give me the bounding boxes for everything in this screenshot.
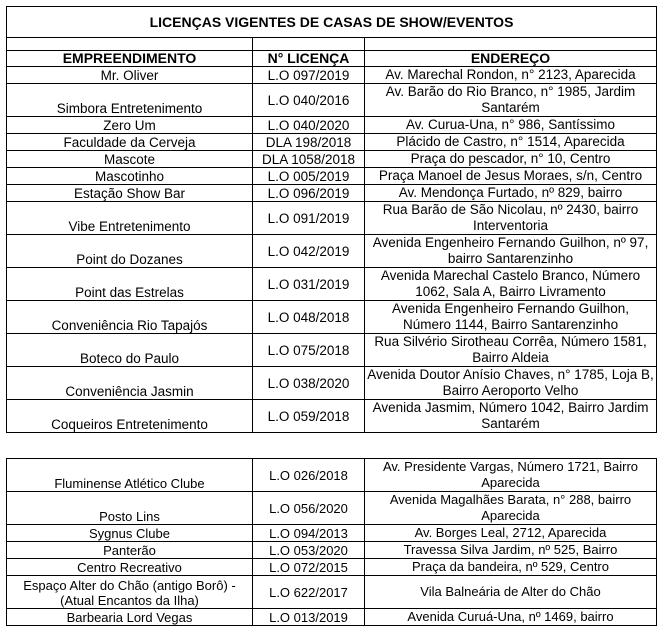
address-cell: Avenida Curuá-Una, nº 1469, bairro bbox=[365, 609, 657, 626]
blank-cell bbox=[7, 38, 253, 51]
empreendimento-cell: Centro Recreativo bbox=[7, 559, 253, 576]
license-cell: L.O 091/2019 bbox=[253, 202, 365, 235]
license-cell: L.O 013/2019 bbox=[253, 609, 365, 626]
license-cell: DLA 198/2018 bbox=[253, 134, 365, 151]
blank-cell bbox=[365, 38, 657, 51]
empreendimento-cell: Simbora Entretenimento bbox=[7, 84, 253, 117]
table-row bbox=[7, 67, 657, 84]
empreendimento-cell: Zero Um bbox=[7, 117, 253, 134]
address-cell: Praça do pescador, n° 10, Centro bbox=[365, 151, 657, 168]
empreendimento-cell: Boteco do Paulo bbox=[7, 334, 253, 367]
blank-cell bbox=[253, 38, 365, 51]
address-cell: Avenida Doutor Anísio Chaves, n° 1785, Loja B, Bairro Aeroporto Velho bbox=[365, 367, 657, 400]
empreendimento-cell: Fluminense Atlético Clube bbox=[7, 459, 253, 492]
empreendimento-cell: Mascote bbox=[7, 151, 253, 168]
empreendimento-cell: Panterão bbox=[7, 542, 253, 559]
licenses-table-continued bbox=[6, 458, 657, 626]
address-cell: Praça Manoel de Jesus Moraes, s/n, Centro bbox=[365, 168, 657, 185]
license-cell: L.O 056/2020 bbox=[253, 492, 365, 525]
table-row bbox=[7, 151, 657, 168]
license-cell: L.O 097/2019 bbox=[253, 67, 365, 84]
license-cell: L.O 040/2020 bbox=[253, 117, 365, 134]
table-row bbox=[7, 185, 657, 202]
license-cell: L.O 040/2016 bbox=[253, 84, 365, 117]
table-row bbox=[7, 576, 657, 609]
table-row bbox=[7, 542, 657, 559]
license-cell: L.O 038/2020 bbox=[253, 367, 365, 400]
table-row bbox=[7, 84, 657, 117]
empreendimento-cell: Point do Dozanes bbox=[7, 235, 253, 268]
address-cell: Vila Balneária de Alter do Chão bbox=[365, 576, 657, 609]
table-row bbox=[7, 301, 657, 334]
address-cell: Travessa Silva Jardim, nº 525, Bairro bbox=[365, 542, 657, 559]
table-row bbox=[7, 525, 657, 542]
table-row bbox=[7, 400, 657, 433]
header-licenca: N° LICENÇA bbox=[253, 51, 365, 67]
address-cell: Av. Borges Leal, 2712, Aparecida bbox=[365, 525, 657, 542]
license-cell: L.O 622/2017 bbox=[253, 576, 365, 609]
title-row bbox=[7, 7, 657, 38]
header-row bbox=[7, 51, 657, 67]
table-row bbox=[7, 492, 657, 525]
table-row bbox=[7, 202, 657, 235]
license-cell: DLA 1058/2018 bbox=[253, 151, 365, 168]
license-cell: L.O 059/2018 bbox=[253, 400, 365, 433]
table-row bbox=[7, 609, 657, 626]
table-title: LICENÇAS VIGENTES DE CASAS DE SHOW/EVENTOS bbox=[7, 7, 657, 38]
address-cell: Avenida Magalhães Barata, n° 288, bairro Aparecida bbox=[365, 492, 657, 525]
address-cell: Av. Curua-Una, n° 986, Santíssimo bbox=[365, 117, 657, 134]
licenses-table bbox=[6, 6, 657, 433]
table-row bbox=[7, 334, 657, 367]
address-cell: Praça da bandeira, nº 529, Centro bbox=[365, 559, 657, 576]
address-cell: Av. Barão do Rio Branco, n° 1985, Jardim Santarém bbox=[365, 84, 657, 117]
license-cell: L.O 031/2019 bbox=[253, 268, 365, 301]
address-cell: Avenida Marechal Castelo Branco, Número 1062, Sala A, Bairro Livramento bbox=[365, 268, 657, 301]
address-cell: Av. Marechal Rondon, n° 2123, Aparecida bbox=[365, 67, 657, 84]
license-cell: L.O 042/2019 bbox=[253, 235, 365, 268]
address-cell: Avenida Engenheiro Fernando Guilhon, Número 1144, Bairro Santarenzinho bbox=[365, 301, 657, 334]
empreendimento-cell: Coqueiros Entretenimento bbox=[7, 400, 253, 433]
address-cell: Avenida Engenheiro Fernando Guilhon, nº 97, bairro Santarenzinho bbox=[365, 235, 657, 268]
license-cell: L.O 072/2015 bbox=[253, 559, 365, 576]
empreendimento-cell: Conveniência Rio Tapajós bbox=[7, 301, 253, 334]
license-cell: L.O 094/2013 bbox=[253, 525, 365, 542]
empreendimento-cell: Point das Estrelas bbox=[7, 268, 253, 301]
address-cell: Av. Presidente Vargas, Número 1721, Bairro Aparecida bbox=[365, 459, 657, 492]
table-row bbox=[7, 559, 657, 576]
empreendimento-cell: Vibe Entretenimento bbox=[7, 202, 253, 235]
empreendimento-cell: Espaço Alter do Chão (antigo Borô) - (Atual Encantos da Ilha) bbox=[7, 576, 253, 609]
empreendimento-cell: Faculdade da Cerveja bbox=[7, 134, 253, 151]
table-row bbox=[7, 168, 657, 185]
address-cell: Rua Silvério Sirotheau Corrêa, Número 1581, Bairro Aldeia bbox=[365, 334, 657, 367]
empreendimento-cell: Sygnus Clube bbox=[7, 525, 253, 542]
table-row bbox=[7, 459, 657, 492]
empreendimento-cell: Conveniência Jasmin bbox=[7, 367, 253, 400]
empreendimento-cell: Posto Lins bbox=[7, 492, 253, 525]
blank-row bbox=[7, 38, 657, 51]
license-cell: L.O 075/2018 bbox=[253, 334, 365, 367]
address-cell: Avenida Jasmim, Número 1042, Bairro Jardim Santarém bbox=[365, 400, 657, 433]
table-row bbox=[7, 268, 657, 301]
table-row bbox=[7, 235, 657, 268]
address-cell: Rua Barão de São Nicolau, nº 2430, bairro Interventoria bbox=[365, 202, 657, 235]
header-endereco: ENDEREÇO bbox=[365, 51, 657, 67]
license-cell: L.O 026/2018 bbox=[253, 459, 365, 492]
address-cell: Plácido de Castro, n° 1514, Aparecida bbox=[365, 134, 657, 151]
table-row bbox=[7, 367, 657, 400]
license-cell: L.O 048/2018 bbox=[253, 301, 365, 334]
empreendimento-cell: Mascotinho bbox=[7, 168, 253, 185]
header-empreendimento: EMPREENDIMENTO bbox=[7, 51, 253, 67]
empreendimento-cell: Mr. Oliver bbox=[7, 67, 253, 84]
empreendimento-cell: Barbearia Lord Vegas bbox=[7, 609, 253, 626]
table-row bbox=[7, 134, 657, 151]
table-row bbox=[7, 117, 657, 134]
empreendimento-cell: Estação Show Bar bbox=[7, 185, 253, 202]
license-cell: L.O 096/2019 bbox=[253, 185, 365, 202]
license-cell: L.O 053/2020 bbox=[253, 542, 365, 559]
license-cell: L.O 005/2019 bbox=[253, 168, 365, 185]
address-cell: Av. Mendonça Furtado, nº 829, bairro bbox=[365, 185, 657, 202]
